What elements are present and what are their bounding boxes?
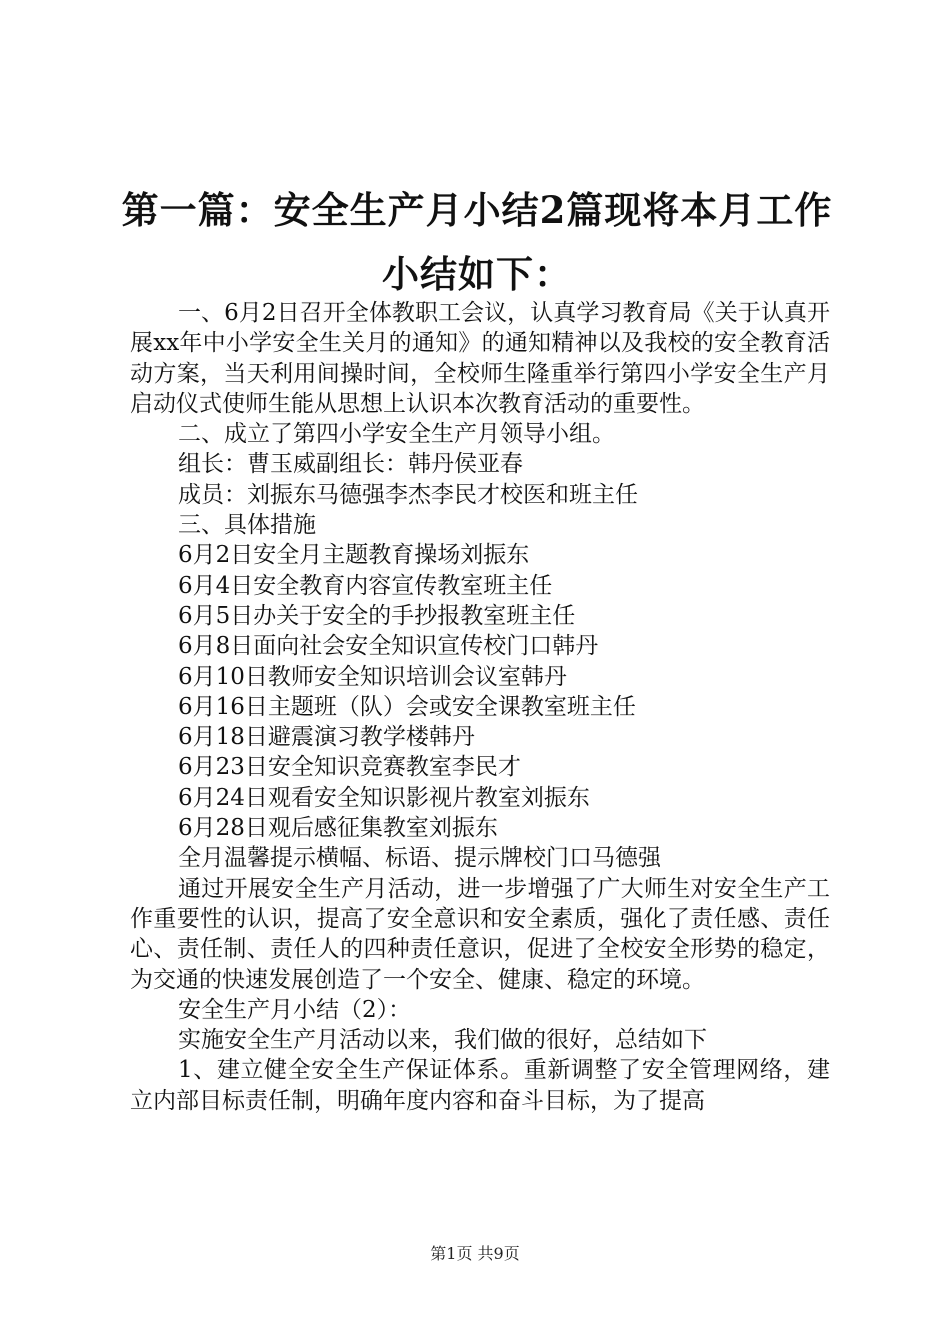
schedule-item-8: 6月23日安全知识竞赛教室李民才 [178,754,521,781]
section-2-paragraph-1: 1、建立健全安全生产保证体系。重新调整了安全管理网络，建立内部目标责任制，明确年度内容和奋斗目标，为了提高 [130,1057,830,1114]
paragraph-summary: 通过开展安全生产月活动，进一步增强了广大师生对安全生产工作重要性的认识，提高了安全意识和安全素质，强化了责任感、责任心、责任制、责任人的四种责任意识，促进了全校安全形势的稳定，为交通的快速发展创造了一个安全、健康、稳定的环境。 [130,875,830,993]
paragraph-5: 三、具体措施 [178,512,316,539]
schedule-item-5: 6月10日教师安全知识培训会议室韩丹 [178,663,567,690]
section-2-heading: 安全生产月小结（2）： [178,996,412,1023]
schedule-item-6: 6月16日主题班（队）会或安全课教室班主任 [178,693,636,720]
schedule-item-4: 6月8日面向社会安全知识宣传校门口韩丹 [178,633,599,660]
schedule-item-7: 6月18日避震演习教学楼韩丹 [178,724,475,751]
schedule-item-3: 6月5日办关于安全的手抄报教室班主任 [178,602,576,629]
document-title: 第一篇：安全生产月小结2篇现将本月工作小结如下： [121,188,833,296]
schedule-item-10: 6月28日观后感征集教室刘振东 [178,815,498,842]
schedule-item-11: 全月温馨提示横幅、标语、提示牌校门口马德强 [178,845,661,872]
page-footer: 第1页 共9页 [430,1244,520,1263]
section-2-intro: 实施安全生产月活动以来，我们做的很好，总结如下 [178,1027,707,1054]
schedule-item-1: 6月2日安全月主题教育操场刘振东 [178,542,530,569]
paragraph-1: 一、6月2日召开全体教职工会议，认真学习教育局《关于认真开展xx年中小学安全生关月的通知》的通知精神以及我校的安全教育活动方案，当天利用间操时间，全校师生隆重举行第四小学安全生产月启动仪式使师生能从思想上认识本次教育活动的重要性。 [130,300,830,417]
paragraph-4: 成员：刘振东马德强李杰李民才校医和班主任 [178,481,638,508]
document-body [130,298,830,1116]
schedule-item-9: 6月24日观看安全知识影视片教室刘振东 [178,784,590,811]
paragraph-2: 二、成立了第四小学安全生产月领导小组。 [178,421,615,448]
schedule-item-2: 6月4日安全教育内容宣传教室班主任 [178,572,553,599]
paragraph-3: 组长：曹玉威副组长：韩丹侯亚春 [178,451,523,478]
